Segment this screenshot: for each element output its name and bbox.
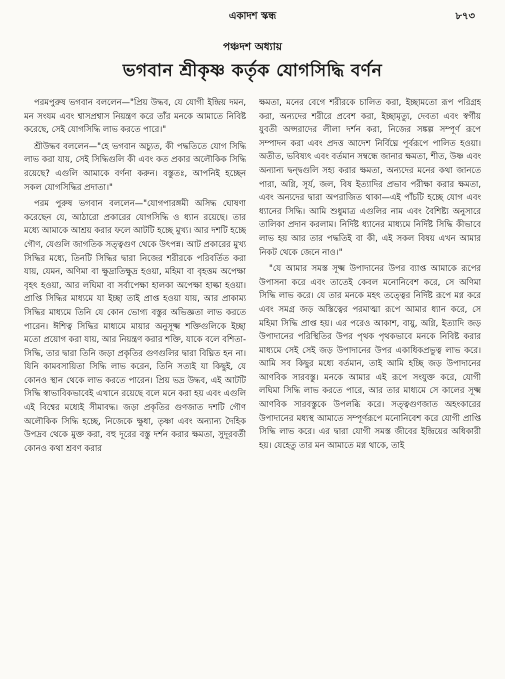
paragraph: পরম পুরুষ ভগবান বললেন—"যোগপারঙ্গমী অসিদ্ধ ঘোষণা করেছেন যে, আঠারো প্রকারের যোগসিদ্ধি ও ধ্যান রয়েছে। তার মধ্যে আমাকে আশ্রয় করার ফলে আটটি হচ্ছে মুখ্য। আর দশটি হচ্ছে গৌণ, যেগুলি জাগতিক সত্ত্বগুণ থেকে উৎপন্ন। আট প্রকারের মুখ্য সিদ্ধির মধ্যে, তিনটি সিদ্ধির দ্বারা নিজের শরীরকে পরিবর্তিত করা যায়, যেমন, অণিমা বা ক্ষুদ্রাতিক্ষুদ্র হওয়া, মহিমা বা বৃহত্তম অপেক্ষা বৃহৎ হওয়া, আর লঘিমা বা সর্বাপেক্ষা হালকা অপেক্ষা হাল্কা হওয়া। প্রাপ্তি সিদ্ধির মাধ্যমে যা ইচ্ছা তাই প্রাপ্ত হওয়া যায়, আর প্রাকাম্য সিদ্ধির মাধ্যমে তিনি যে কোন ভোগ্য বস্তুর অভিজ্ঞতা লাভ করতে পারেন। ঈশিত্ব সিদ্ধির মাধ্যমে মায়ার অনুসূক্ষ্ম শক্তিগুলিকে ইচ্ছা মতো প্রয়োগ করা যায়, আর নিয়ন্ত্রণ করার শক্তি, যাকে বলে বশিতা-সিদ্ধি, তার দ্বারা তিনি জড়া প্রকৃতির গুণগুলির দ্বারা বিঘ্নিত হন না। যিনি কামবসায়িতা সিদ্ধি লাভ করেন, তিনি সত্যই যা কিছুই, যে কোনও স্থান থেকে লাভ করতে পারেন। প্রিয় ভদ্র উদ্ধব, এই আটটি সিদ্ধি স্বাভাবিকভাবেই এখানে রয়েছে বলে মনে করা হয় এবং এগুলি এই বিশ্বের মধ্যেই সীমাবদ্ধ। জড়া প্রকৃতির গুণজাত দশটি গৌণ অলৌকিক সিদ্ধি হচ্ছে, নিজেকে ক্ষুধা, তৃষ্ণা এবং অন্যান্য দৈহিক উপদ্রব থেকে মুক্ত করা, বহু দূরের বস্তু দর্শন করার ক্ষমতা, সুদূরবর্তী কোনও কথা শ্রবণ করার: [24, 198, 246, 453]
paragraph: ক্ষমতা, মনের বেগে শরীরকে চালিত করা, ইচ্ছামতো রূপ পরিগ্রহ করা, অন্যদের শরীরে প্রবেশ করা, ইচ্ছামৃত্যু, দেবতা এবং স্বর্গীয় যুবতী অপ্সরাদের লীলা দর্শন করা, নিজের সঙ্কল্প সম্পূর্ণ রূপে সম্পাদন করা এবং প্রদত্ত আদেশ নির্বিঘ্নে পূর্বরূপে পালিত হওয়া। অতীত, ভবিষ্যৎ এবং বর্তমান সম্বন্ধে জানার ক্ষমতা, শীত, উষ্ণ এবং অন্যান্য দ্বন্দ্বগুলি সহ্য করার ক্ষমতা, অন্যদের মনের কথা জানতে পারা, অগ্নি, সূর্য, জল, বিষ ইত্যাদির প্রভাব পরীক্ষা করার ক্ষমতা, এবং অন্যদের দ্বারা অপরাজিত থাকা—এই পাঁচটি হচ্ছে যোগ এবং ধ্যানের সিদ্ধি। আমি শুধুমাত্র এগুলির নাম এবং বৈশিষ্ট্য অনুসারে তালিকা প্রদান করলাম। নির্দিষ্ট ধ্যানের মাধ্যমে নির্দিষ্ট সিদ্ধি কীভাবে লাভ হয় আর তার পদ্ধতিই বা কী, এই সকল বিষয় এখন আমার নিকট থেকে জেনে নাও।": [259, 97, 481, 257]
chapter-number: পঞ্চদশ অধ্যায়: [223, 41, 282, 53]
page-number: ৮৭৩: [455, 11, 475, 22]
running-header: [0, 6, 505, 24]
running-title: একাদশ স্কন্ধ: [228, 11, 277, 22]
paragraph: পরমপুরুষ ভগবান বললেন—"প্রিয় উদ্ধব, যে যোগী ইন্দ্রিয় দমন, মন সংযম এবং শ্বাসপ্রশ্বাস নিয়ন্ত্রণ করে তাঁর মনকে আমাতে নিবিষ্ট করেছে, সেই যোগসিদ্ধি লাভ করতে পারে।": [24, 97, 246, 135]
left-column: [24, 96, 246, 672]
paragraph: শ্রীউদ্ধব বললেন—"হে ভগবান অচ্যুত, কী পদ্ধতিতে যোগ সিদ্ধি লাভ করা যায়, সেই সিদ্ধিগুলি কী এবং কত প্রকার অলৌকিক সিদ্ধি রয়েছে? এগুলি আমাকে বর্ণনা করুন। বস্তুতঃ, আপনিই হচ্ছেন সকল যোগসিদ্ধির প্রদাতা।": [24, 140, 246, 192]
paragraph: "যে আমার সমস্ত সূক্ষ্ম উপাদানের উপর ব্যাপ্ত আমাকে রূপের উপাসনা করে এবং তাতেই কেবল মনোনিবেশ করে, সে অণিমা সিদ্ধি লাভ করে। যে তার মনকে মহৎ তত্ত্বের নির্দিষ্ট রূপে মগ্ন করে এবং সমগ্র জড় অস্তিত্বের পরমাত্মা রূপে আমার ধ্যান করে, সে মহিমা সিদ্ধি প্রাপ্ত হয়। এর পরেও আকাশ, বায়ু, অগ্নি, ইত্যাদি জড় উপাদানের পরিস্থিতির উপর পৃথক পৃথকভাবে মনকে নিবিষ্ট করার মাধ্যমে সেই সেই জড় উপাদানের উপর একাধিকপ্রভুত্ব লাভ করে। আমি সব কিছুর মধ্যে বর্তমান, তাই আমি হচ্ছি জড় উপাদানের আণবিক সারবস্তু। মনকে আমার এই রূপে সংযুক্ত করে, যোগী লঘিমা সিদ্ধি লাভ করতে পারে, আর তার মাধ্যমে সে কালের সূক্ষ্ম আণবিক সারবস্তুকে উপলব্ধি করে। সত্ত্বগুণজাত অহংকারের উপাদানের মধ্যস্থ আমাতে সম্পূর্ণরূপে মনোনিবেশ করে যোগী প্রাপ্তি সিদ্ধি লাভ করে। এর দ্বারা যোগী সমস্ত জীবের ইন্দ্রিয়ের অধিকারী হয়। যেহেতু তার মন আমাতে মগ্ন থাকে, তাই: [259, 263, 481, 450]
right-column: [259, 96, 481, 672]
chapter-title: ভগবান শ্রীকৃষ্ণ কর্তৃক যোগসিদ্ধি বর্ণন: [122, 61, 383, 81]
